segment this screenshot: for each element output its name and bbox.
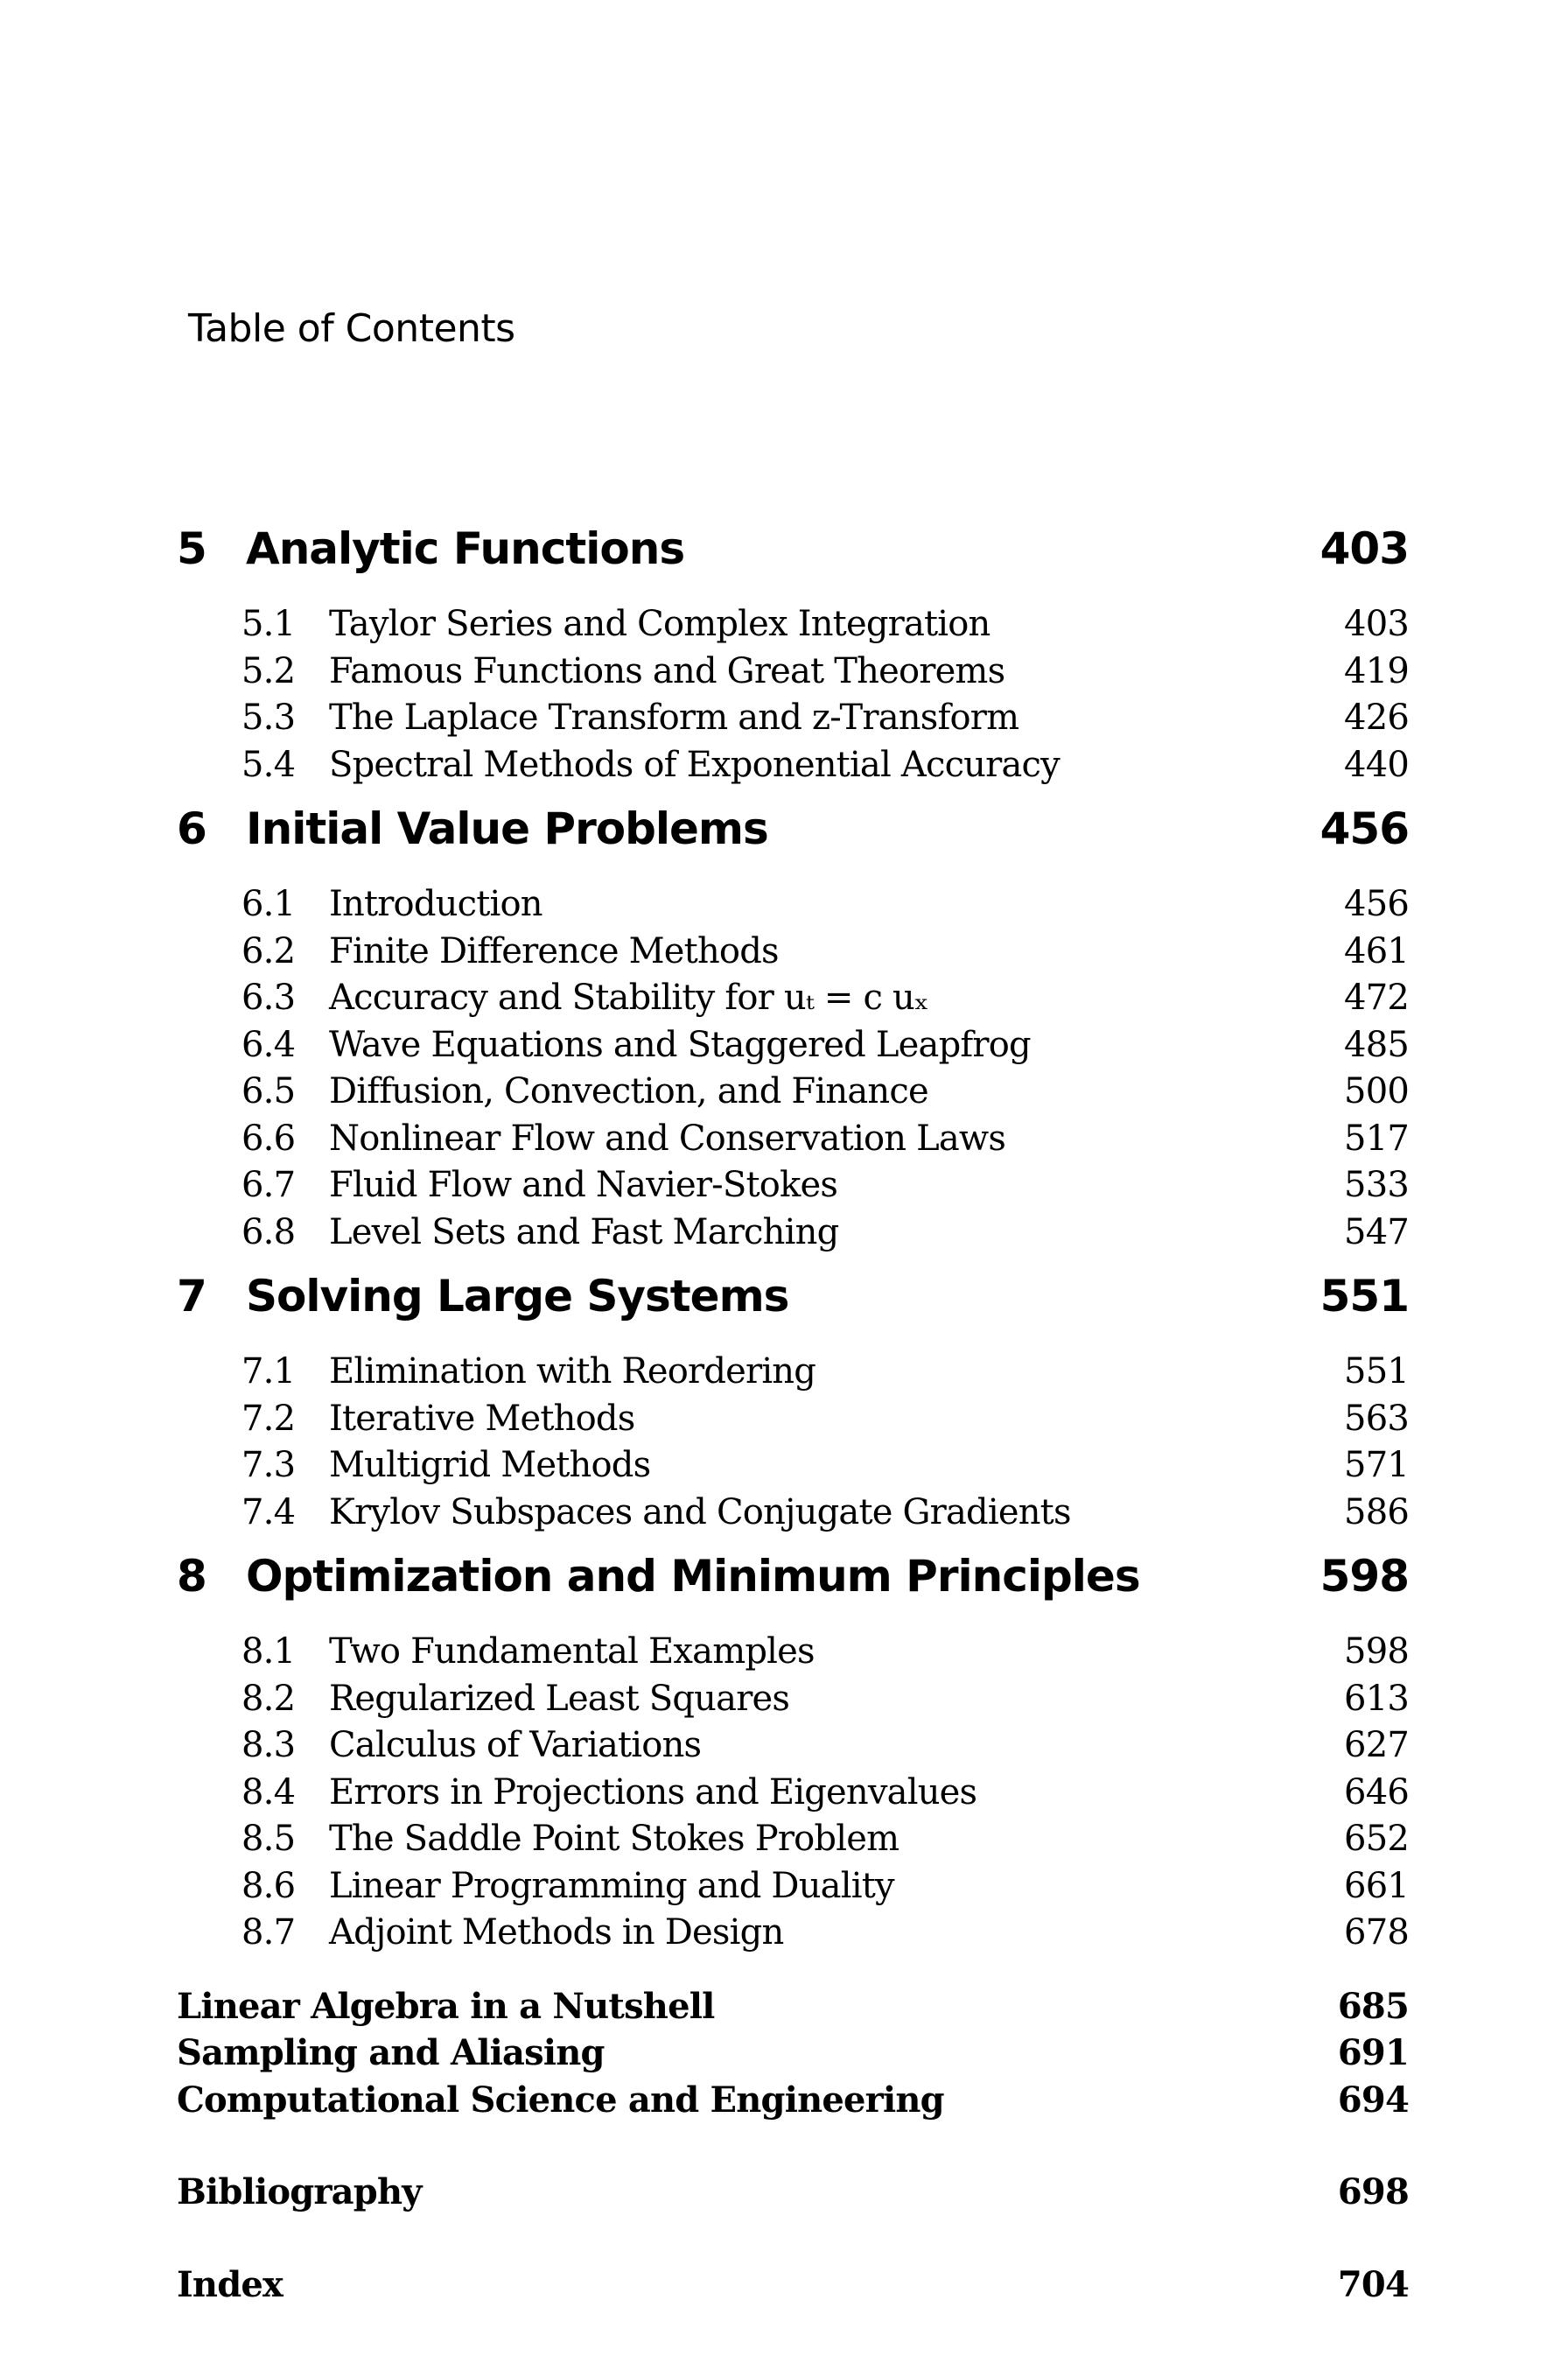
section-entry[interactable] bbox=[177, 745, 1409, 792]
section-title: The Saddle Point Stokes Problem bbox=[329, 1819, 900, 1859]
section-page-number: 551 bbox=[1344, 1351, 1409, 1392]
section-entry[interactable] bbox=[177, 1165, 1409, 1212]
back-matter-title: Linear Algebra in a Nutshell bbox=[177, 1985, 715, 2027]
section-entry[interactable] bbox=[177, 1772, 1409, 1820]
section-entry[interactable] bbox=[177, 1492, 1409, 1539]
section-number: 6.4 bbox=[242, 1024, 296, 1065]
chapter-number: 7 bbox=[177, 1271, 206, 1322]
section-number: 8.5 bbox=[242, 1819, 296, 1859]
section-title: Multigrid Methods bbox=[329, 1445, 651, 1485]
section-title: Level Sets and Fast Marching bbox=[329, 1211, 839, 1252]
section-entry[interactable] bbox=[177, 1399, 1409, 1446]
section-number: 5.4 bbox=[242, 744, 296, 785]
chapter-page-number: 598 bbox=[1320, 1551, 1409, 1602]
chapter-heading[interactable] bbox=[177, 1271, 1409, 1351]
section-entry[interactable] bbox=[177, 698, 1409, 745]
section-number: 6.2 bbox=[242, 930, 296, 971]
section-page-number: 547 bbox=[1344, 1211, 1409, 1252]
section-entry[interactable] bbox=[177, 1025, 1409, 1072]
section-page-number: 461 bbox=[1344, 930, 1409, 971]
section-entry[interactable] bbox=[177, 884, 1409, 931]
section-title: Finite Difference Methods bbox=[329, 930, 779, 971]
chapter-title: Optimization and Minimum Principles bbox=[246, 1551, 1140, 1602]
chapter-title: Analytic Functions bbox=[246, 523, 685, 574]
section-number: 8.3 bbox=[242, 1725, 296, 1765]
section-number: 5.1 bbox=[242, 604, 296, 644]
section-title: Errors in Projections and Eigenvalues bbox=[329, 1771, 977, 1813]
back-matter-title: Sampling and Aliasing bbox=[177, 2032, 605, 2073]
section-title: Regularized Least Squares bbox=[329, 1678, 790, 1719]
section-entry[interactable] bbox=[177, 978, 1409, 1025]
section-entry[interactable] bbox=[177, 1725, 1409, 1772]
section-number: 6.3 bbox=[242, 978, 296, 1018]
chapter-heading[interactable] bbox=[177, 1551, 1409, 1631]
back-matter-title: Computational Science and Engineering bbox=[177, 2079, 944, 2121]
section-page-number: 661 bbox=[1344, 1865, 1409, 1906]
section-page-number: 440 bbox=[1344, 744, 1409, 785]
spacer bbox=[177, 2219, 1409, 2264]
section-page-number: 652 bbox=[1344, 1819, 1409, 1859]
section-number: 7.3 bbox=[242, 1445, 296, 1485]
back-matter-entry[interactable] bbox=[177, 2171, 1409, 2219]
section-title: Introduction bbox=[329, 884, 542, 924]
back-matter-title: Index bbox=[177, 2263, 284, 2305]
section-title: Nonlinear Flow and Conservation Laws bbox=[329, 1118, 1006, 1159]
back-matter-page-number: 704 bbox=[1337, 2263, 1409, 2305]
section-title: Two Fundamental Examples bbox=[329, 1631, 815, 1672]
section-title: The Laplace Transform and z-Transform bbox=[329, 698, 1019, 738]
section-page-number: 472 bbox=[1344, 978, 1409, 1018]
section-page-number: 500 bbox=[1344, 1071, 1409, 1111]
section-number: 8.6 bbox=[242, 1865, 296, 1906]
chapter-number: 6 bbox=[177, 803, 206, 854]
spacer bbox=[177, 2126, 1409, 2171]
section-entry[interactable] bbox=[177, 1445, 1409, 1492]
section-title: Elimination with Reordering bbox=[329, 1351, 816, 1392]
back-matter-entry[interactable] bbox=[177, 2032, 1409, 2079]
section-title: Accuracy and Stability for uₜ = c uₓ bbox=[329, 978, 929, 1018]
back-matter-title: Bibliography bbox=[177, 2171, 422, 2212]
section-number: 6.5 bbox=[242, 1071, 296, 1111]
section-number: 6.7 bbox=[242, 1165, 296, 1205]
back-matter-page-number: 694 bbox=[1337, 2079, 1409, 2121]
section-entry[interactable] bbox=[177, 1866, 1409, 1913]
chapter-heading[interactable] bbox=[177, 523, 1409, 604]
chapter-title: Solving Large Systems bbox=[246, 1271, 789, 1322]
chapter-page-number: 456 bbox=[1320, 803, 1409, 854]
back-matter-page-number: 691 bbox=[1337, 2032, 1409, 2073]
section-page-number: 613 bbox=[1344, 1678, 1409, 1719]
chapter-page-number: 551 bbox=[1320, 1271, 1409, 1322]
section-page-number: 403 bbox=[1344, 604, 1409, 644]
section-title: Iterative Methods bbox=[329, 1398, 635, 1439]
section-entry[interactable] bbox=[177, 1212, 1409, 1259]
running-head: Table of Contents bbox=[188, 306, 515, 351]
chapter-block bbox=[177, 803, 1409, 1259]
back-matter-page-number: 698 bbox=[1337, 2171, 1409, 2212]
section-page-number: 485 bbox=[1344, 1024, 1409, 1065]
section-number: 8.4 bbox=[242, 1771, 296, 1813]
section-title: Fluid Flow and Navier-Stokes bbox=[329, 1165, 838, 1205]
section-entry[interactable] bbox=[177, 1351, 1409, 1399]
chapter-page-number: 403 bbox=[1320, 523, 1409, 574]
section-number: 7.4 bbox=[242, 1491, 296, 1532]
section-entry[interactable] bbox=[177, 1679, 1409, 1726]
section-entry[interactable] bbox=[177, 604, 1409, 651]
back-matter-page-number: 685 bbox=[1337, 1985, 1409, 2027]
section-title: Spectral Methods of Exponential Accuracy bbox=[329, 744, 1060, 785]
section-page-number: 586 bbox=[1344, 1491, 1409, 1532]
section-page-number: 627 bbox=[1344, 1725, 1409, 1765]
section-entry[interactable] bbox=[177, 1071, 1409, 1118]
section-page-number: 563 bbox=[1344, 1398, 1409, 1439]
chapter-number: 8 bbox=[177, 1551, 206, 1602]
section-page-number: 419 bbox=[1344, 650, 1409, 691]
section-title: Diffusion, Convection, and Finance bbox=[329, 1071, 928, 1111]
back-matter-entry[interactable] bbox=[177, 2079, 1409, 2127]
section-title: Calculus of Variations bbox=[329, 1725, 702, 1765]
section-number: 8.1 bbox=[242, 1631, 296, 1672]
section-page-number: 426 bbox=[1344, 698, 1409, 738]
section-entry[interactable] bbox=[177, 1631, 1409, 1679]
section-title: Linear Programming and Duality bbox=[329, 1865, 894, 1906]
section-page-number: 533 bbox=[1344, 1165, 1409, 1205]
section-entry[interactable] bbox=[177, 1912, 1409, 1960]
section-entry[interactable] bbox=[177, 931, 1409, 978]
section-number: 8.7 bbox=[242, 1912, 296, 1953]
section-entry[interactable] bbox=[177, 651, 1409, 698]
section-page-number: 646 bbox=[1344, 1771, 1409, 1813]
section-number: 5.3 bbox=[242, 698, 296, 738]
chapter-block bbox=[177, 523, 1409, 791]
chapter-title: Initial Value Problems bbox=[246, 803, 768, 854]
section-page-number: 517 bbox=[1344, 1118, 1409, 1159]
section-number: 7.2 bbox=[242, 1398, 296, 1439]
section-title: Famous Functions and Great Theorems bbox=[329, 650, 1005, 691]
section-page-number: 571 bbox=[1344, 1445, 1409, 1485]
chapter-block bbox=[177, 1271, 1409, 1539]
section-number: 8.2 bbox=[242, 1678, 296, 1719]
section-number: 6.8 bbox=[242, 1211, 296, 1252]
section-title: Taylor Series and Complex Integration bbox=[329, 604, 990, 644]
chapter-heading[interactable] bbox=[177, 803, 1409, 884]
section-title: Wave Equations and Staggered Leapfrog bbox=[329, 1024, 1031, 1065]
back-matter-entry[interactable] bbox=[177, 2264, 1409, 2311]
chapter-list bbox=[177, 523, 1409, 1960]
back-matter-list bbox=[177, 1986, 1409, 2311]
section-entry[interactable] bbox=[177, 1819, 1409, 1866]
section-page-number: 598 bbox=[1344, 1631, 1409, 1672]
table-of-contents bbox=[177, 523, 1409, 2310]
chapter-block bbox=[177, 1551, 1409, 1960]
section-title: Adjoint Methods in Design bbox=[329, 1912, 784, 1953]
section-page-number: 678 bbox=[1344, 1912, 1409, 1953]
section-title: Krylov Subspaces and Conjugate Gradients bbox=[329, 1491, 1071, 1532]
section-number: 6.6 bbox=[242, 1118, 296, 1159]
section-entry[interactable] bbox=[177, 1118, 1409, 1166]
section-number: 5.2 bbox=[242, 650, 296, 691]
section-number: 6.1 bbox=[242, 884, 296, 924]
section-number: 7.1 bbox=[242, 1351, 296, 1392]
chapter-number: 5 bbox=[177, 523, 206, 574]
back-matter-entry[interactable] bbox=[177, 1986, 1409, 2033]
section-page-number: 456 bbox=[1344, 884, 1409, 924]
